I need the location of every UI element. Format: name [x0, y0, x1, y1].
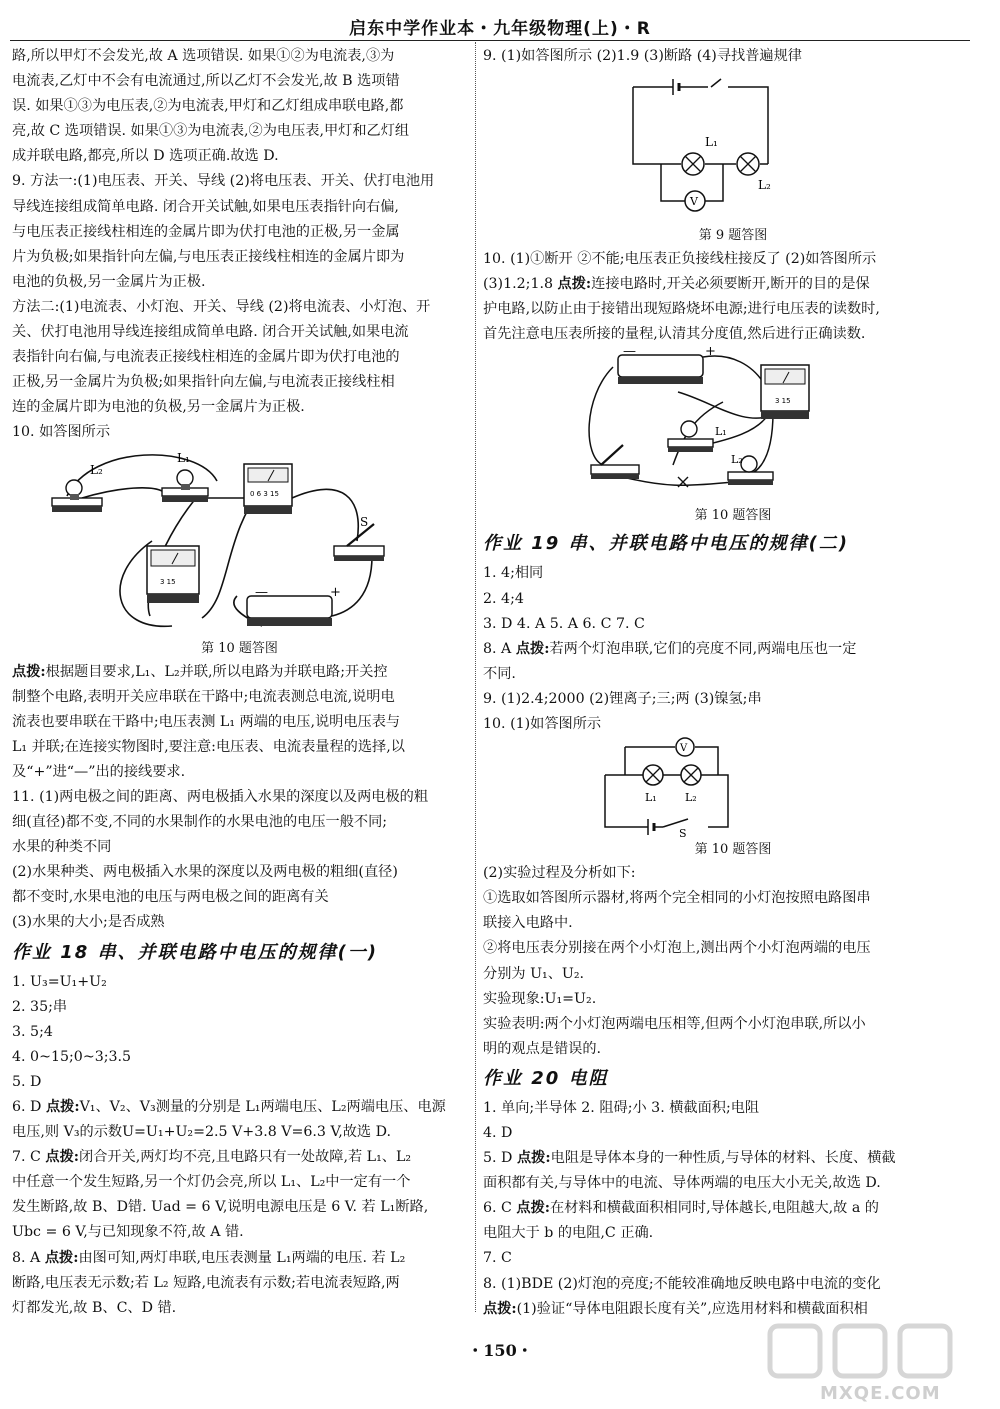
answer-q9-r: 9. (1)如答图所示 (2)1.9 (3)断路 (4)寻找普遍规律 — [483, 48, 802, 64]
text-line: 都不变时,水果电池的电压与两电极之间的距离有关 — [12, 889, 329, 906]
fig10r-meter-scale: 3 15 — [775, 397, 791, 406]
line-text: 4. 0~15;0~3;3.5 — [12, 1048, 132, 1065]
text-line: 联接入电路中. — [483, 915, 573, 932]
line-text: 电阻是导体本身的一种性质,与导体的材料、长度、横截 — [550, 1150, 896, 1167]
line-text: 电压,则 V₃的示数U=U₁+U₂=2.5 V+3.8 V=6.3 V,故选 D. — [12, 1124, 392, 1141]
text-line: 方法二:(1)电流表、小灯泡、开关、导线 (2)将电流表、小灯泡、开 — [12, 298, 431, 315]
text-line — [483, 297, 983, 322]
text-line — [483, 587, 983, 612]
answers-19-experiment — [483, 861, 983, 1062]
text-line: 电池的负极,另一金属片为正极. — [12, 273, 206, 290]
line-text: 根据题目要求,L₁、L₂并联,所以电路为并联电路;开关控 — [45, 663, 388, 680]
fig10b-label-l2: L₂ — [685, 791, 697, 805]
fig9-voltmeter-label: V — [690, 195, 698, 209]
fig10b-label-s: S — [679, 827, 687, 840]
section-heading-19: 作业 19 串、并联电路中电压的规律(二) — [483, 533, 850, 555]
answer-choice: 6. C — [483, 1200, 517, 1217]
text-line: 实验表明:两个小灯泡两端电压相等,但两个小灯泡串联,所以小 — [483, 1015, 866, 1032]
line-text: 面积都有关,与导体中的电流、导体两端的电压大小无关,故选 D. — [483, 1175, 881, 1192]
figure-q9-circuit-diagram — [483, 69, 973, 225]
text-line — [483, 272, 983, 297]
line-text: 3. 5;4 — [12, 1023, 53, 1040]
page-header: 启东中学作业本・九年级物理(上)・R — [349, 19, 651, 39]
text-line: ②将电压表分别接在两个小灯泡上,测出两个小灯泡两端的电压 — [483, 940, 871, 957]
tip-label: 点拨: — [45, 1149, 80, 1166]
line-text: 连接电路时,开关必须要断开,断开的目的是保 — [591, 276, 870, 293]
line-text: 9. (1)2.4;2000 (2)锂离子;三;两 (3)镍氢;串 — [483, 690, 762, 707]
answer-q10-label: 10. 如答图所示 — [12, 424, 111, 441]
line-text: 1. U₃=U₁+U₂ — [12, 973, 107, 990]
text-line — [12, 1271, 467, 1296]
line-text: 护电路,以防止由于接错出现短路烧坏电源;进行电压表的读数时, — [483, 301, 880, 318]
line-text: 不同. — [483, 665, 516, 682]
text-line — [12, 1195, 467, 1220]
text-line — [483, 1096, 983, 1121]
text-line: 电流表,乙灯中不会有电流通过,所以乙灯不会发光,故 B 选项错 — [12, 73, 400, 90]
text-line: 导线连接组成简单电路. 闭合开关试触,如果电压表指针向右偏, — [12, 198, 399, 215]
fig10b-voltmeter-label: V — [680, 743, 688, 755]
answer-q9-method — [12, 169, 467, 420]
text-line — [12, 1296, 467, 1321]
text-line: 片为负极;如果指针向左偏,与电压表正接线柱相连的金属片即为 — [12, 248, 405, 265]
line-text: 若两个灯泡串联,它们的亮度不同,两端电压也一定 — [549, 640, 857, 657]
fig9-label-l2: L₂ — [758, 178, 771, 193]
line-text: 1. 4;相同 — [483, 565, 544, 582]
text-line — [483, 1221, 983, 1246]
figure-q10-physical-circuit-r — [483, 347, 973, 505]
line-text: 在材料和横截面积相同时,导体越长,电阻越大,故 a 的 — [550, 1200, 879, 1217]
line-text: (1)验证“导体电阻跟长度有关”,应选用材料和横截面积相 — [516, 1300, 868, 1317]
text-line: 路,所以甲灯不会发光,故 A 选项错误. 如果①②为电流表,③为 — [12, 48, 395, 64]
fig10b-label-l1: L₁ — [645, 791, 657, 805]
text-line — [12, 660, 467, 685]
text-line: 水果的种类不同 — [12, 839, 112, 856]
text-line: 细(直径)都不变,不同的水果制作的水果电池的电压一般不同; — [12, 814, 388, 831]
figure-q10-caption-r: 第 10 题答图 — [694, 508, 772, 524]
text-line: ①选取如答图所示器材,将两个完全相同的小灯泡按照电路图串 — [483, 890, 871, 907]
text-line — [483, 1121, 983, 1146]
answers-20 — [483, 1096, 983, 1322]
text-line: 9. 方法一:(1)电压表、开关、导线 (2)将电压表、开关、伏打电池用 — [12, 173, 435, 190]
line-text: 首先注意电压表所接的量程,认清其分度值,然后进行正确读数. — [483, 326, 866, 343]
figure-q10-caption-19: 第 10 题答图 — [694, 842, 772, 858]
fig10-label-plus: + — [330, 584, 341, 600]
tip-label: 点拨: — [516, 1200, 551, 1217]
text-line: (3)水果的大小;是否成熟 — [12, 914, 165, 931]
text-line — [483, 1272, 983, 1297]
left-column — [12, 44, 467, 1321]
text-line: 分别为 U₁、U₂. — [483, 965, 585, 982]
section-heading-18: 作业 18 串、并联电路中电压的规律(一) — [12, 941, 379, 963]
text-line — [12, 1045, 467, 1070]
figure-q10-physical-circuit — [12, 446, 467, 638]
line-text: 4. D — [483, 1124, 513, 1141]
text-line — [483, 247, 983, 272]
text-line: 成并联电路,都亮,所以 D 选项正确.故选 D. — [12, 148, 279, 165]
text-line — [483, 1171, 983, 1196]
fig10-label-s: S — [360, 514, 369, 529]
section-heading-20: 作业 20 电阻 — [483, 1067, 609, 1089]
text-line: 11. (1)两电极之间的距离、两电极插入水果的深度以及两电极的粗 — [12, 788, 429, 805]
text-line: 表指针向右偏,与电流表正接线柱相连的金属片即为伏打电池的 — [12, 349, 400, 366]
text-line: 实验现象:U₁=U₂. — [483, 990, 597, 1007]
line-text: 制整个电路,表明开关应串联在干路中;电流表测总电流,说明电 — [12, 688, 395, 705]
text-line — [12, 1220, 467, 1245]
text-line: 正极,另一金属片为负极;如果指针向左偏,与电流表正接线柱相 — [12, 374, 395, 391]
fig10r-label-l1: L₁ — [715, 425, 727, 439]
text-line: (2)水果种类、两电极插入水果的深度以及两电极的粗细(直径) — [12, 864, 398, 881]
text-line: 关、伏打电池用导线连接组成简单电路. 闭合开关试触,如果电流 — [12, 324, 409, 341]
text-line: 明的观点是错误的. — [483, 1040, 602, 1057]
line-text: 灯都发光,故 B、C、D 错. — [12, 1299, 177, 1316]
answers-18 — [12, 970, 467, 1321]
text-line — [483, 712, 983, 737]
text-line — [12, 735, 467, 760]
page-number: ・150・ — [467, 1341, 533, 1360]
text-line: 亮,故 C 选项错误. 如果①③为电流表,②为电压表,甲灯和乙灯组 — [12, 123, 410, 140]
answer-choice: (3)1.2;1.8 — [483, 276, 558, 293]
text-line — [12, 1170, 467, 1195]
answer-choice: 8. A — [12, 1249, 45, 1266]
fig10-meter-scale-bottom: 3 15 — [160, 577, 176, 586]
line-text: V₁、V₂、V₃测量的分别是 L₁两端电压、L₂两端电压、电源 — [79, 1099, 446, 1115]
text-line — [12, 995, 467, 1020]
tip-label: 点拨: — [45, 1099, 80, 1115]
text-line — [12, 1020, 467, 1045]
text-line — [12, 1120, 467, 1145]
text-line — [12, 970, 467, 995]
figure-q10-caption: 第 10 题答图 — [201, 640, 278, 656]
tip-label: 点拨: — [515, 640, 550, 657]
tip-label: 点拨: — [44, 1249, 79, 1266]
text-line — [12, 1095, 467, 1120]
fig9-label-l1: L₁ — [705, 135, 718, 150]
line-text: 中任意一个发生短路,另一个灯仍会亮,所以 L₁、L₂中一定有一个 — [12, 1174, 411, 1191]
text-line — [483, 637, 983, 662]
text-line — [12, 685, 467, 710]
tip-label: 点拨: — [12, 663, 46, 680]
tip-label: 点拨: — [516, 1150, 551, 1167]
right-column — [483, 44, 983, 1322]
fig10r-label-minus: — — [623, 347, 636, 360]
line-text: 电阻大于 b 的电阻,C 正确. — [483, 1225, 654, 1242]
text-line — [12, 1246, 467, 1271]
line-text: 8. (1)BDE (2)灯泡的亮度;不能较准确地反映电路中电流的变化 — [483, 1275, 881, 1292]
line-text: 7. C — [483, 1250, 512, 1267]
header-rule — [10, 40, 970, 41]
line-text: L₁ 并联;在连接实物图时,要注意:电压表、电流表量程的选择,以 — [12, 738, 405, 755]
tip-q10 — [12, 660, 467, 785]
line-text: 及“+”进“—”出的接线要求. — [12, 763, 186, 780]
text-line: 与电压表正接线柱相连的金属片即为伏打电池的正极,另一金属 — [12, 223, 400, 240]
figure-q10-circuit-diagram-19 — [483, 737, 973, 839]
text-line: 误. 如果①③为电压表,②为电流表,甲灯和乙灯组成串联电路,都 — [12, 98, 404, 115]
line-text: 闭合开关,两灯均不亮,且电路只有一处故障,若 L₁、L₂ — [79, 1149, 412, 1166]
answer-q11 — [12, 785, 467, 936]
line-text: 10. (1)如答图所示 — [483, 716, 602, 733]
answer-choice: 5. D — [483, 1150, 517, 1167]
answer-q10-r — [483, 247, 983, 347]
text-line: 连的金属片即为电池的负极,另一金属片为正极. — [12, 399, 305, 416]
text-line — [12, 1145, 467, 1170]
tip-label: 点拨: — [483, 1300, 517, 1317]
text-line — [12, 1070, 467, 1095]
fig10-label-l1: L₁ — [177, 450, 190, 465]
answer-choice: 6. D — [12, 1099, 46, 1115]
line-text: 3. D 4. A 5. A 6. C 7. C — [483, 615, 645, 632]
text-line — [483, 612, 983, 637]
line-text: 1. 单向;半导体 2. 阻碍;小 3. 横截面积;电阻 — [483, 1099, 760, 1116]
line-text: 由图可知,两灯串联,电压表测量 L₁两端的电压. 若 L₂ — [78, 1249, 406, 1266]
text-line — [483, 1146, 983, 1171]
fig10-label-l2: L₂ — [90, 462, 103, 477]
text-line — [483, 687, 983, 712]
fig10r-label-plus: + — [705, 347, 716, 360]
line-text: 流表也要串联在干路中;电压表测 L₁ 两端的电压,说明电压表与 — [12, 713, 401, 730]
text-line — [12, 760, 467, 785]
line-text: 10. (1)①断开 ②不能;电压表正负接线柱接反了 (2)如答图所示 — [483, 251, 877, 268]
fig10r-label-l2: L₂ — [731, 453, 743, 467]
line-text: 5. D — [12, 1073, 42, 1090]
answers-19 — [483, 561, 983, 737]
text-line — [483, 1196, 983, 1221]
answer-choice: 7. C — [12, 1149, 46, 1166]
answer-choice: 8. A — [483, 640, 516, 657]
text-line — [483, 561, 983, 586]
fig10-meter-scale-top: 0 6 3 15 — [250, 489, 279, 498]
fig10-label-minus: — — [255, 584, 268, 600]
line-text: 2. 35;串 — [12, 998, 68, 1015]
intro-answer-text — [12, 44, 467, 169]
text-line — [483, 662, 983, 687]
text-line — [12, 710, 467, 735]
tip-label: 点拨: — [557, 276, 592, 293]
text-line: (2)实验过程及分析如下: — [483, 865, 636, 882]
figure-q9-caption: 第 9 题答图 — [698, 228, 768, 244]
line-text: 发生断路,故 B、D错. Uad = 6 V,说明电源电压是 6 V. 若 L₁断路, — [12, 1199, 429, 1216]
line-text: Ubc = 6 V,与已知现象不符,故 A 错. — [12, 1224, 244, 1241]
text-line — [483, 322, 983, 347]
column-divider — [475, 42, 476, 1312]
text-line — [483, 1246, 983, 1271]
watermark-text: MXQE.COM — [820, 1383, 941, 1404]
line-text: 断路,电压表无示数;若 L₂ 短路,电流表有示数;若电流表短路,两 — [12, 1274, 400, 1291]
line-text: 2. 4;4 — [483, 590, 524, 607]
